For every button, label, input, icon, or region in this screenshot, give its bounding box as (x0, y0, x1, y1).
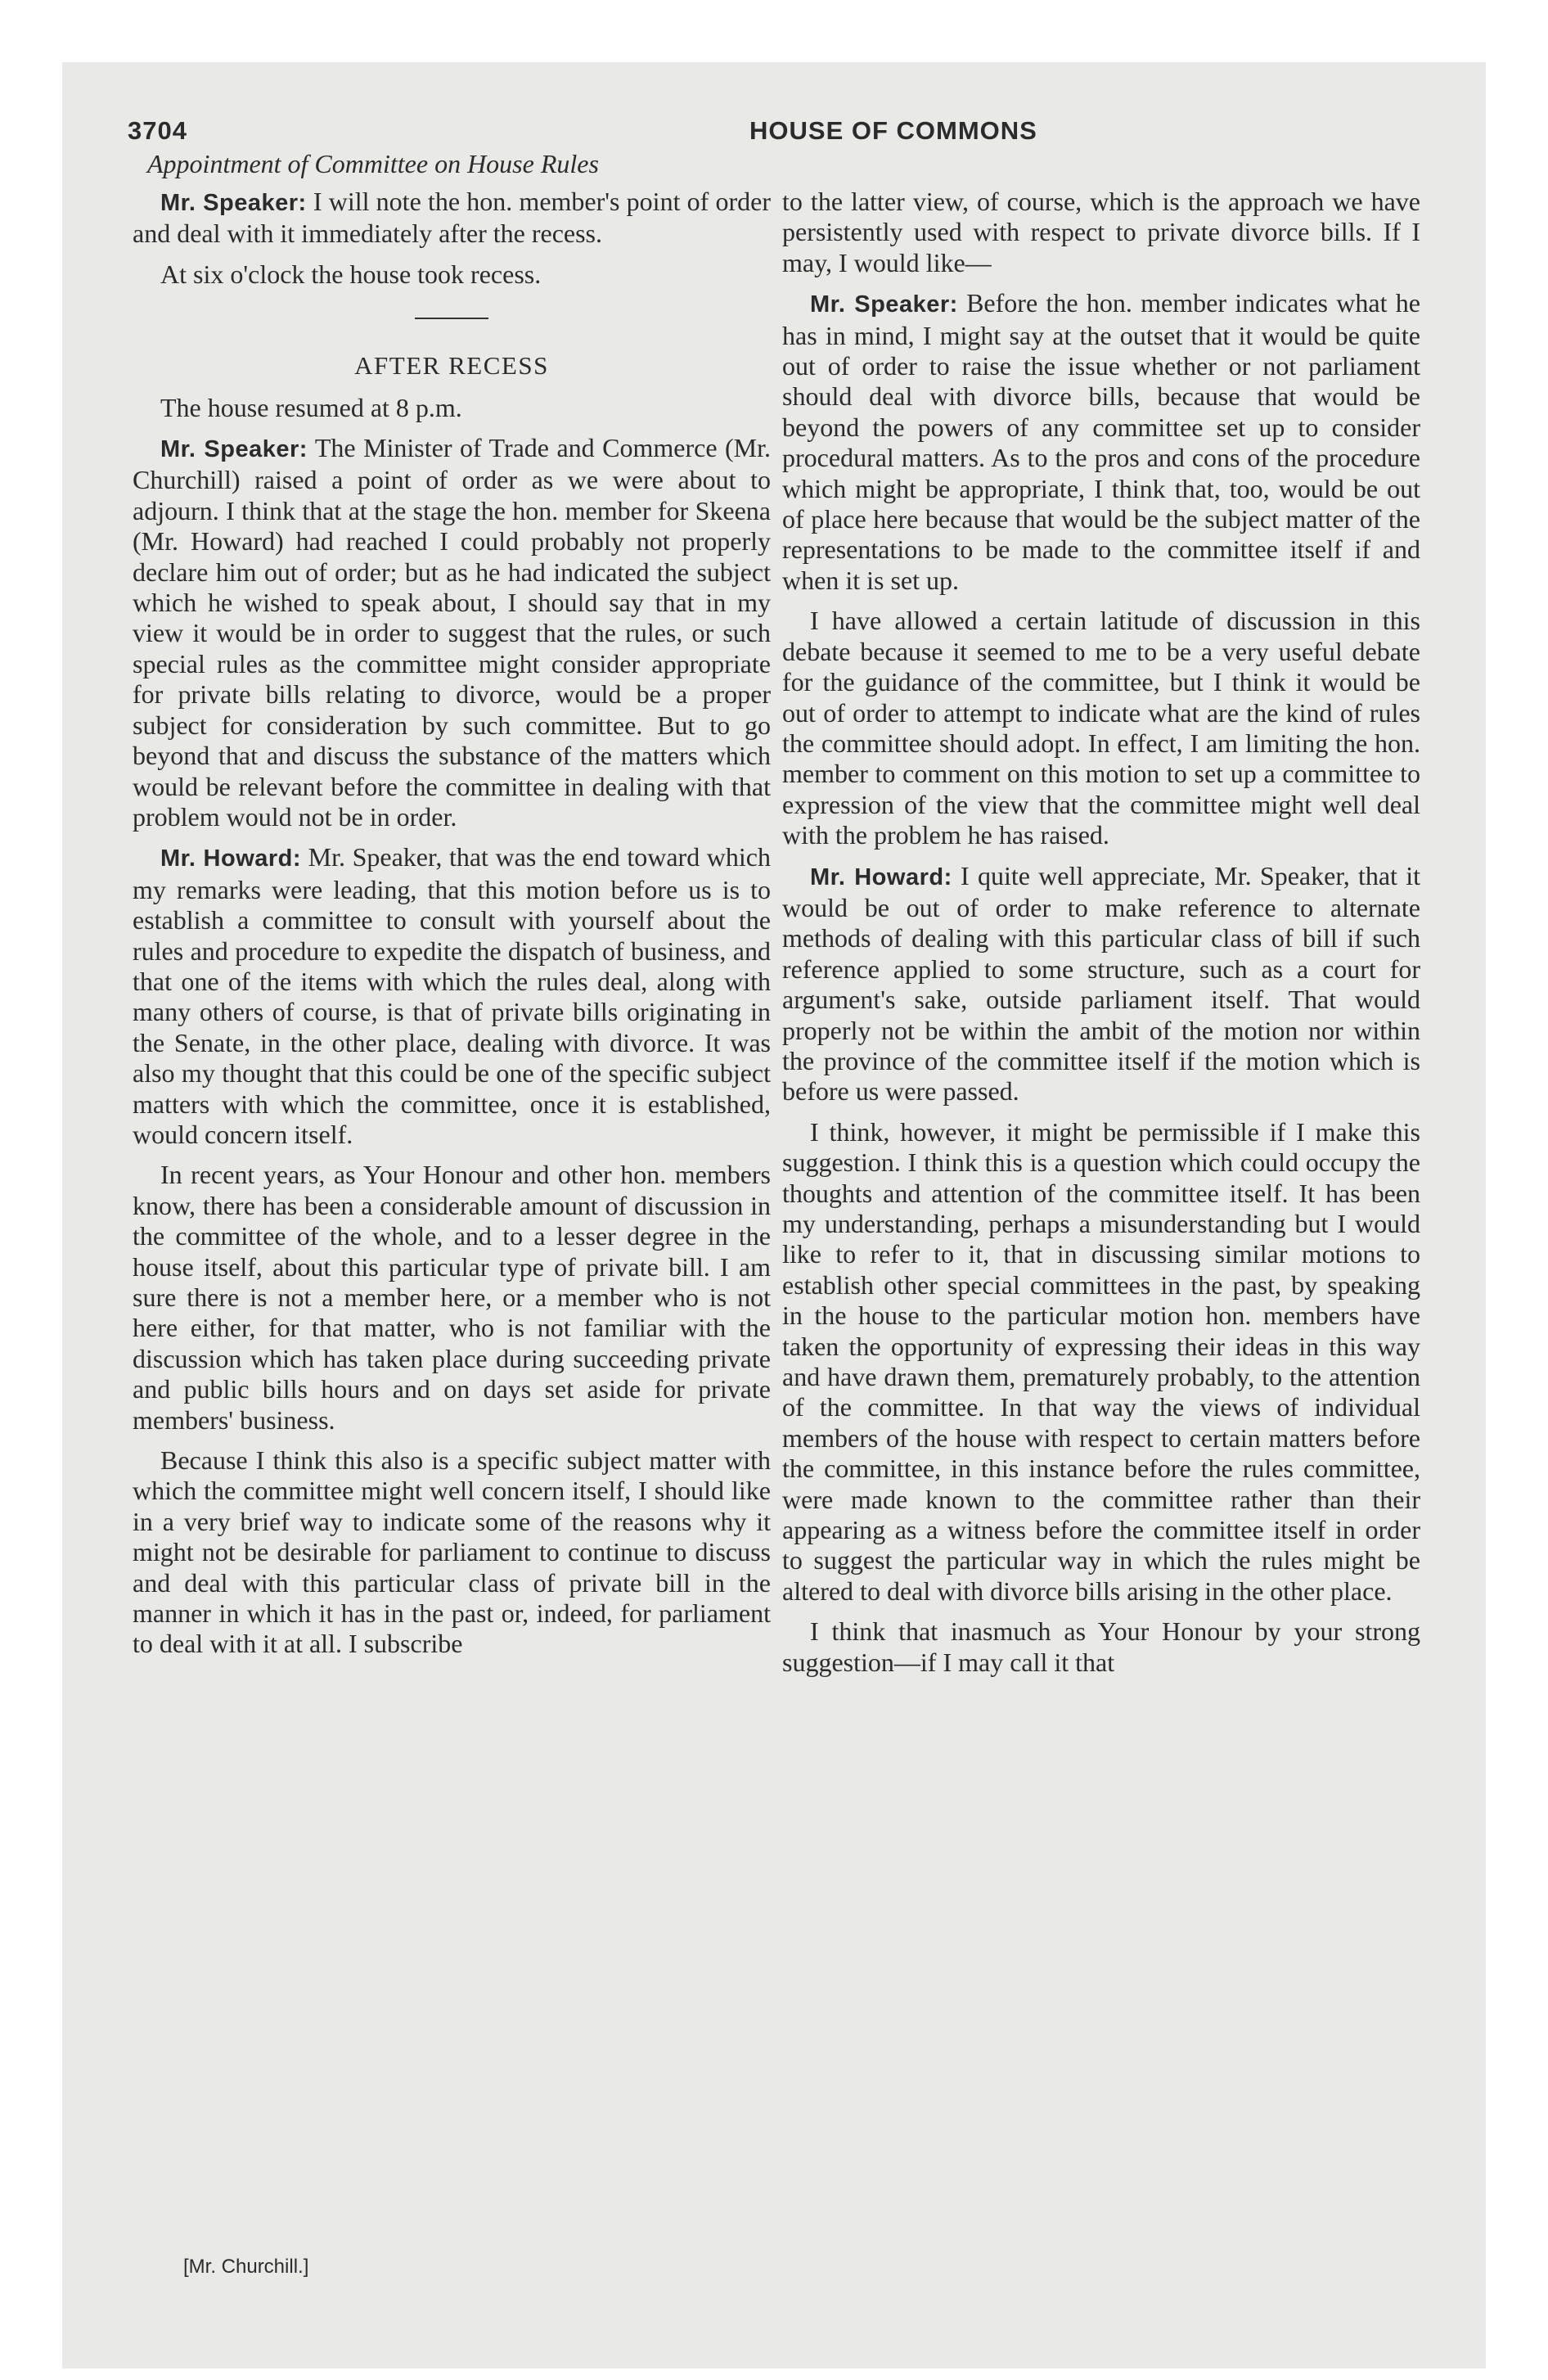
section-subhead: Appointment of Committee on House Rules (147, 149, 599, 178)
paragraph: to the latter view, of course, which is the approach we have persistently used with respect to private divorce bills. If I may, I would like— (782, 187, 1420, 277)
paragraph-text: I quite well appreciate, Mr. Speaker, that it would be out of order to make reference to alternate methods of dealing with this particular class of bill if such reference applied to some structure, such as a court for argument's sake, outside parliament itself. That would properly not be within the ambit of the motion nor within the province of the committee itself if the motion which is before us were passed. (782, 860, 1421, 1107)
speaker-label: Mr. Howard: (160, 845, 302, 872)
speaker-label: Mr. Speaker: (160, 190, 307, 216)
section-heading: AFTER RECESS (354, 351, 549, 381)
scanned-page (62, 62, 1486, 2369)
paragraph (782, 288, 1420, 596)
paragraph: I think that inasmuch as Your Honour by your strong suggestion—if I may call it that (782, 1616, 1420, 1677)
paragraph: At six o'clock the house took recess. (160, 259, 542, 289)
paragraph-text: I will note the hon. member's point of order and deal with it immediately after the recess. (133, 187, 771, 249)
paragraph-text: The Minister of Trade and Commerce (Mr. Churchill) raised a point of order as we were about to adjourn. I think that at the stage the hon. member for Skeena (Mr. Howard) had reached I could probably not properly declare him out of order; but as he had indicated the subject which he wished to speak about, I should say that in my view it would be in order to suggest that the rules, or such special rules as the committee might consider appropriate for private bills relating to divorce, would be a proper subject for consideration by such committee. But to go beyond that and discuss the substance of the matters which would be relevant before the committee in dealing with that problem would not be in order. (133, 433, 771, 832)
divider (415, 318, 488, 319)
paragraph (133, 433, 771, 832)
page-header (128, 116, 1469, 149)
paragraph: Because I think this also is a specific subject matter with which the committee might well concern itself, I should like in a very brief way to indicate some of the reasons why it might not be desirable for parliament to continue to discuss and deal with this particular class of private bill in the manner in which it has in the past or, indeed, for parliament to deal with it at all. I subscribe (133, 1445, 771, 1659)
right-column (782, 187, 1420, 1688)
speaker-label: Mr. Speaker: (810, 291, 958, 318)
paragraph: The house resumed at 8 p.m. (160, 392, 462, 422)
running-head: HOUSE OF COMMONS (749, 116, 1037, 145)
paragraph (133, 187, 771, 250)
left-column (133, 187, 771, 1670)
paragraph: I think, however, it might be permissible if I make this suggestion. I think this is a question which could occupy the thoughts and attention of the committee itself. It has been my understanding, perhaps a misunderstanding but I would like to refer to it, that in discussing similar motions to establish other special committees in the past, by speaking in the house to the particular motion hon. members have taken the opportunity of expressing their ideas in this way and have drawn them, prematurely probably, to the attention of the committee. In that way the views of individual members of the house with respect to certain matters before the committee, in this instance before the rules committee, were made known to the committee rather than their appearing as a witness before the committee itself in order to suggest the particular way in which the rules might be altered to deal with divorce bills arising in the other place. (782, 1116, 1420, 1606)
paragraph-text: Mr. Speaker, that was the end toward which my remarks were leading, that this motion before us is to establish a committee to consult with yourself about the rules and procedure to expedite the dispatch of business, and that one of the items with which the rules deal, along with many others of course, is that of private bills originating in the Senate, in the other place, dealing with divorce. It was also my thought that this could be one of the specific subject matters with which the committee, once it is established, would concern itself. (133, 842, 771, 1149)
paragraph: In recent years, as Your Honour and other hon. members know, there has been a considerable amount of discussion in the committee of the whole, and to a lesser degree in the house itself, about this particular type of private bill. I am sure there is not a member here, or a member who is not here either, for that matter, who is not familiar with the discussion which has taken place during succeeding private and public bills hours and on days set aside for private members' business. (133, 1160, 771, 1435)
paragraph (133, 842, 771, 1150)
paragraph-text: Before the hon. member indicates what he has in mind, I might say at the outset that it would be quite out of order to raise the issue whether or not parliament should deal with divorce bills, because that would be beyond the powers of any committee set up to consider procedural matters. As to the pros and cons of the procedure which might be appropriate, I think that, too, would be out of place here because that would be the subject matter of the representations to be made to the committee itself if and when it is set up. (782, 288, 1420, 595)
page-number: 3704 (128, 116, 187, 145)
paragraph (782, 861, 1420, 1107)
speaker-label: Mr. Howard: (810, 863, 952, 890)
paragraph: I have allowed a certain latitude of discussion in this debate because it seemed to me to be a very useful debate for the guidance of the committee, but I think it would be out of order to attempt to indicate what are the kind of rules the committee should adopt. In effect, I am limiting the hon. member to comment on this motion to set up a committee to expression of the view that the committee might well deal with the problem he has raised. (782, 606, 1420, 850)
footer-note: [Mr. Churchill.] (183, 2256, 309, 2278)
speaker-label: Mr. Speaker: (160, 436, 308, 463)
